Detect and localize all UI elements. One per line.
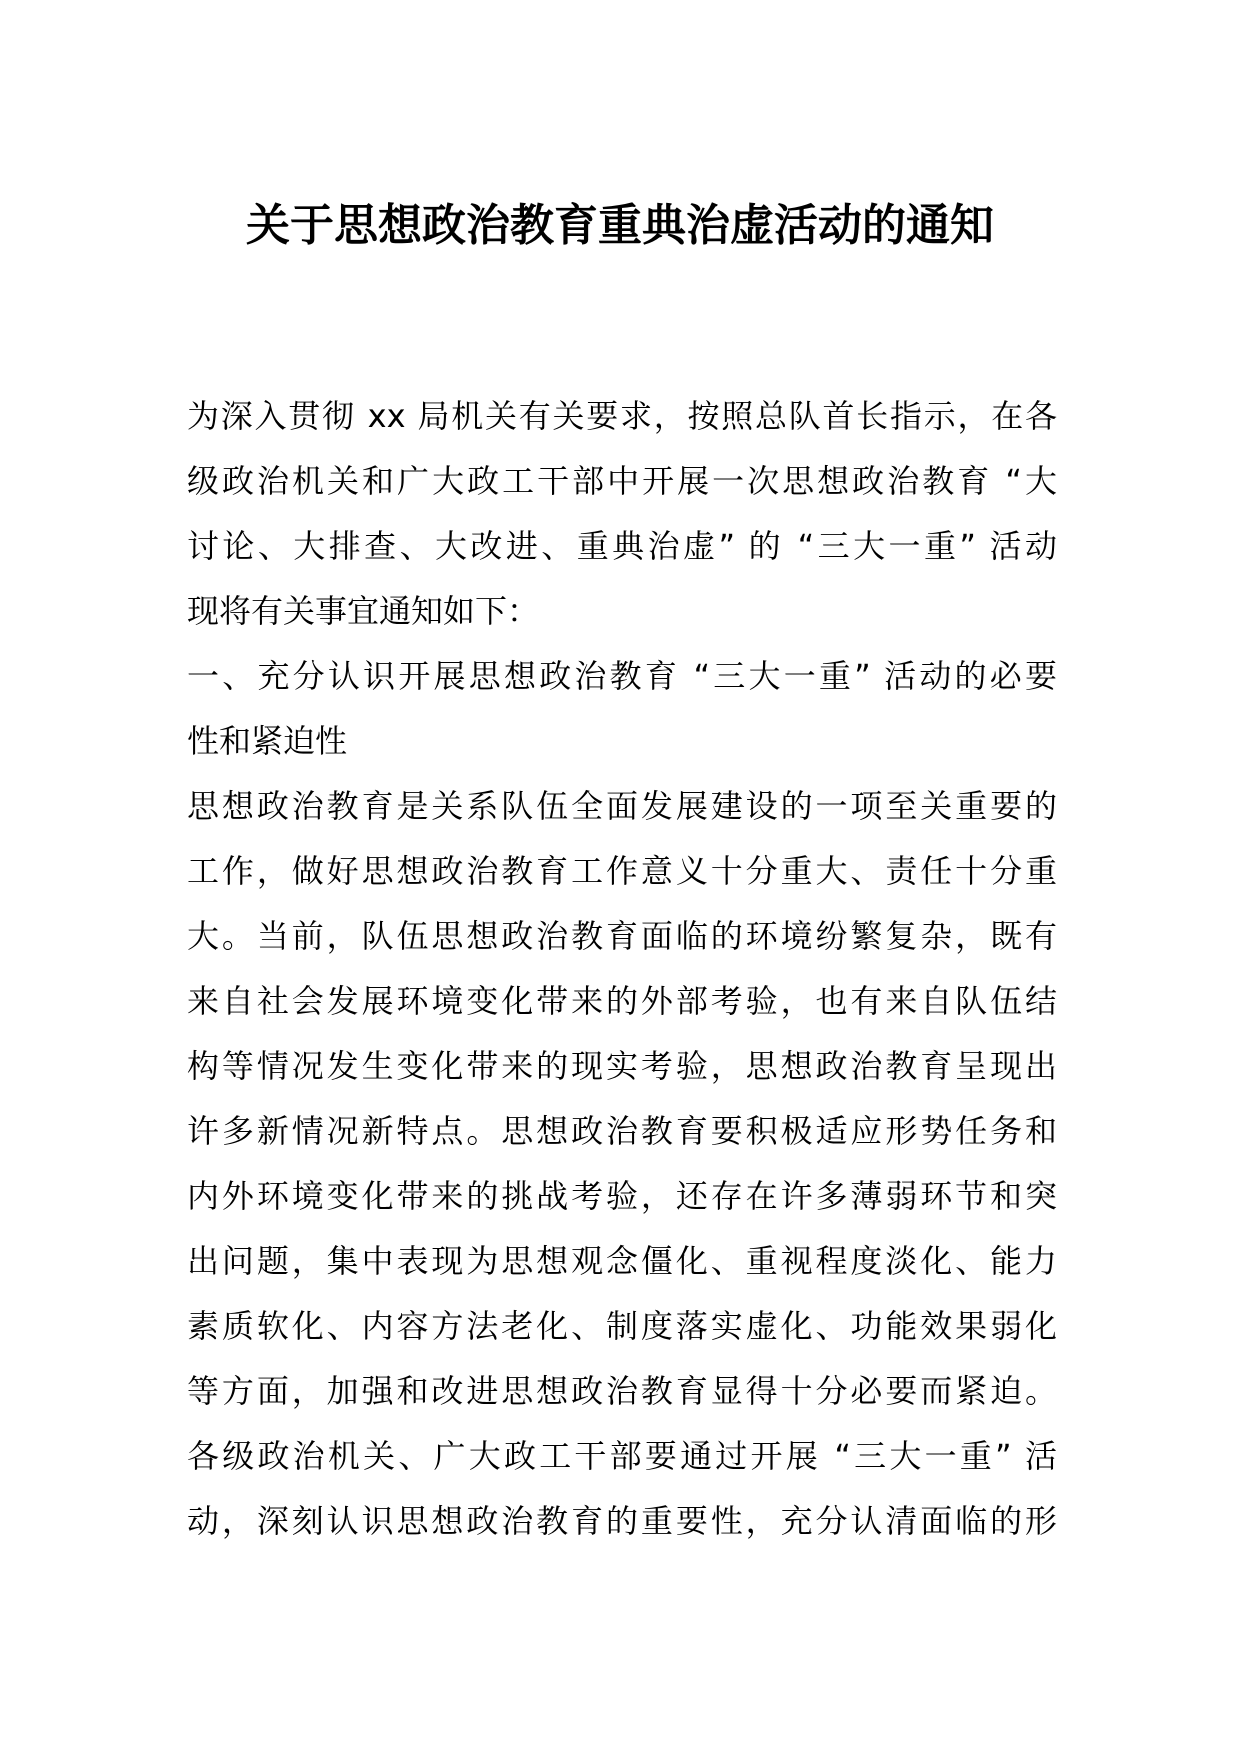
body-line: 构等情况发生变化带来的现实考验，思想政治教育呈现出 (187, 1047, 1057, 1085)
section-heading-line: 性和紧迫性 (187, 722, 348, 760)
body-line: 许多新情况新特点。思想政治教育要积极适应形势任务和 (187, 1112, 1057, 1150)
body-line: 思想政治教育是关系队伍全面发展建设的一项至关重要的 (187, 787, 1057, 825)
body-line: 动，深刻认识思想政治教育的重要性，充分认清面临的形 (187, 1502, 1057, 1540)
body-line: 大。当前，队伍思想政治教育面临的环境纷繁复杂，既有 (187, 917, 1057, 955)
body-line: 工作，做好思想政治教育工作意义十分重大、责任十分重 (187, 852, 1057, 890)
document-body (187, 384, 1057, 1554)
body-line: 级政治机关和广大政工干部中开展一次思想政治教育 “大 (187, 462, 1057, 500)
body-line: 出问题，集中表现为思想观念僵化、重视程度淡化、能力 (187, 1242, 1057, 1280)
body-line: 为深入贯彻 xx 局机关有关要求，按照总队首长指示，在各 (187, 397, 1057, 435)
body-line: 各级政治机关、广大政工干部要通过开展 “三大一重” 活 (187, 1437, 1057, 1475)
section-heading-line: 一、充分认识开展思想政治教育 “三大一重” 活动的必要 (187, 657, 1057, 695)
body-line: 讨论、大排查、大改进、重典治虚” 的 “三大一重” 活动 (187, 527, 1057, 565)
body-line: 内外环境变化带来的挑战考验，还存在许多薄弱环节和突 (187, 1177, 1057, 1215)
body-line: 素质软化、内容方法老化、制度落实虚化、功能效果弱化 (187, 1307, 1057, 1345)
body-line: 来自社会发展环境变化带来的外部考验，也有来自队伍结 (187, 982, 1057, 1020)
body-line: 等方面，加强和改进思想政治教育显得十分必要而紧迫。 (187, 1372, 1057, 1410)
body-line: 现将有关事宜通知如下： (187, 592, 540, 630)
document-title: 关于思想政治教育重典治虚活动的通知 (246, 200, 994, 251)
